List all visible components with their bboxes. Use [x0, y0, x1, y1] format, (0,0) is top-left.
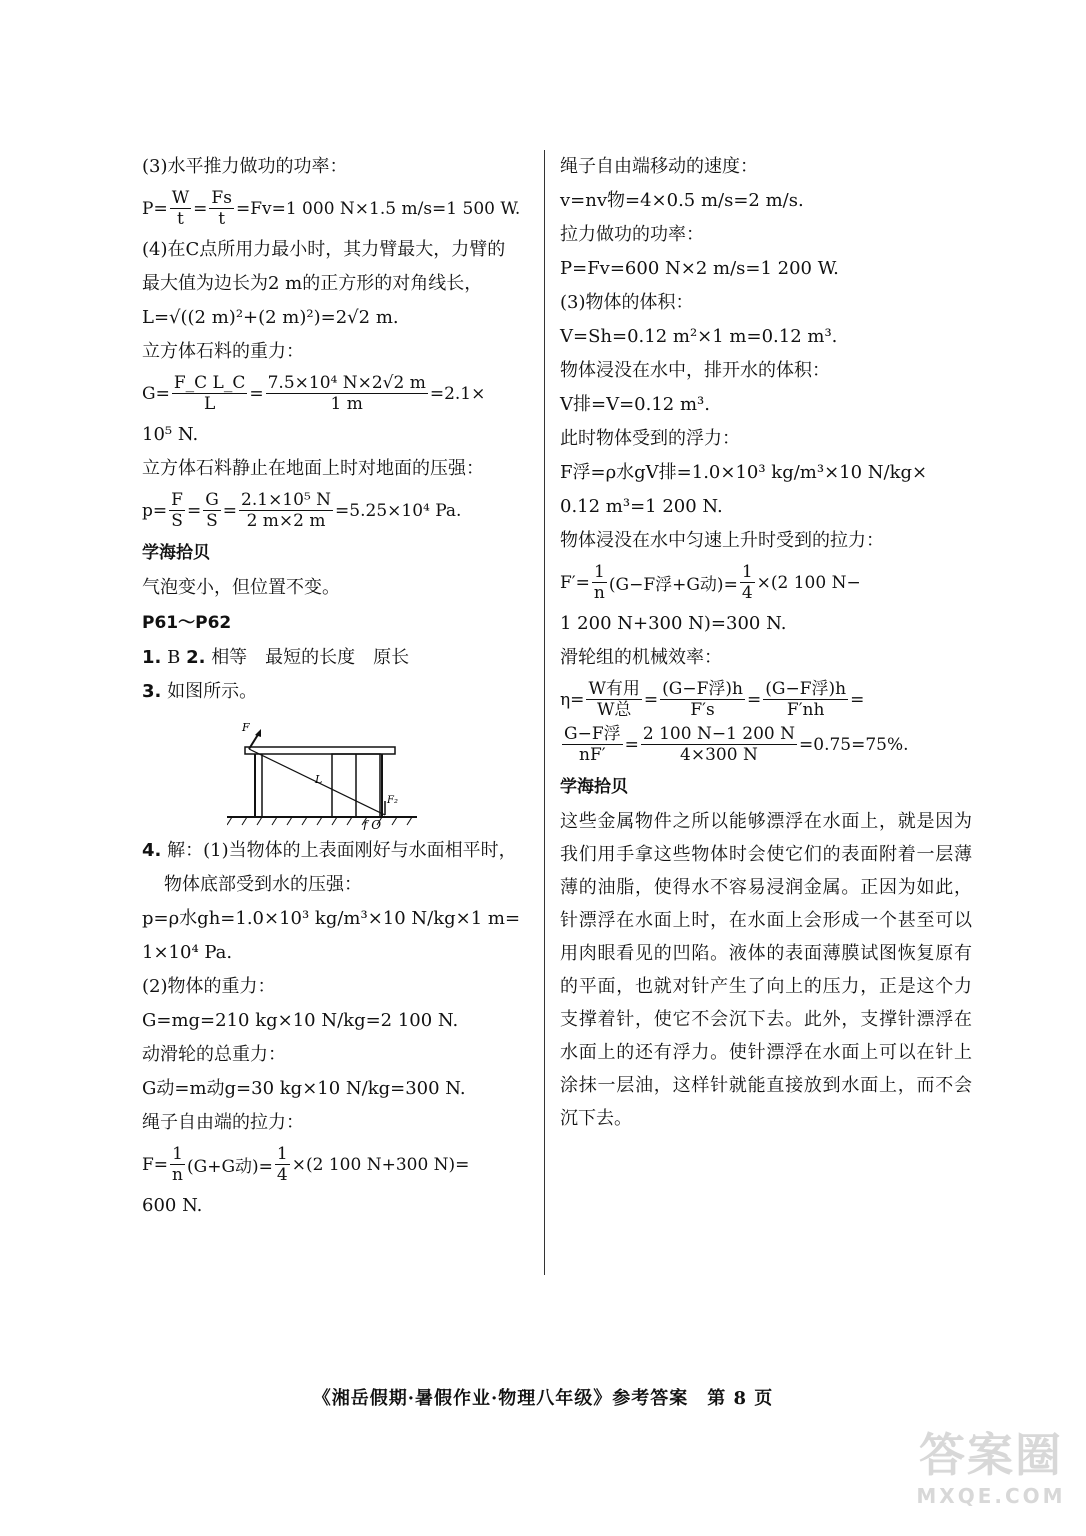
denominator: n — [593, 583, 605, 603]
numerator: 1 — [276, 1144, 288, 1164]
equation-lever-arm: L=√((2 m)²+(2 m)²)=2√2 m. — [142, 307, 399, 328]
denominator: L — [203, 394, 216, 414]
page-range-heading: P61～P62 — [142, 613, 232, 633]
equation-tension — [560, 562, 972, 603]
answer-text: 解：(1)当物体的上表面刚好与水面相平时， — [167, 840, 517, 861]
eq-part: = — [747, 689, 762, 710]
eq-part: p= — [142, 500, 168, 521]
denominator: S — [206, 511, 218, 531]
numerator: G−F浮 — [564, 724, 621, 744]
text-line: 1×10⁴ Pa. — [142, 942, 233, 963]
eq-part: =0.75=75%. — [799, 734, 909, 755]
question-number: 4. — [142, 840, 162, 861]
numerator: 1 — [172, 1144, 183, 1164]
watermark-logo — [916, 1426, 1066, 1526]
text-line: P=Fv=600 N×2 m/s=1 200 W. — [560, 258, 839, 279]
eq-part: =2.1× — [429, 383, 486, 404]
fraction — [203, 490, 221, 531]
eq-part: (G+G动)= — [187, 1157, 273, 1177]
column-divider — [544, 150, 545, 1275]
numerator: F_C L_C — [173, 373, 246, 393]
text-line: (4)在C点所用力最小时，其力臂最大，力臂的 — [142, 239, 506, 260]
text-line: F浮=ρ水gV排=1.0×10³ kg/m³×10 N/kg× — [560, 462, 928, 483]
watermark-text: 答案圈 — [919, 1428, 1063, 1482]
equation-efficiency-result — [560, 724, 972, 765]
eq-part: = — [222, 500, 238, 521]
answer-text: 如图所示。 — [167, 681, 258, 702]
denominator: t — [177, 209, 184, 229]
denominator: t — [218, 209, 226, 229]
text-line: 10⁵ N. — [142, 424, 199, 445]
text-line: 绳子自由端的拉力： — [142, 1112, 304, 1133]
watermark-url: MXQE.COM — [916, 1484, 1066, 1508]
text-line: 1 200 N+300 N)=300 N. — [560, 613, 787, 634]
text-line: (2)物体的重力： — [142, 976, 276, 997]
lever-arm-label: L — [315, 773, 323, 786]
fraction — [660, 679, 745, 720]
paragraph: 这些金属物件之所以能够漂浮在水面上，就是因为我们用手拿这些物体时会使它们的表面附着一层薄薄的油脂，使得水不容易浸润金属。正因为如此，针漂浮在水面上时，在水面上会形成一个甚至可以用肉眼看见的凹陷。液体的表面薄膜试图恢复原有的平面，也就对针产生了向上的压力，正是这个力支撑着针，使它不会沉下去。此外，支撑针漂浮在水面上的还有浮力。使针漂浮在水面上可以在针上涂抹一层油，这样针就能直接放到水面上，而不会沉下去。 — [560, 811, 972, 1129]
fraction — [740, 562, 755, 603]
eq-part: = — [186, 500, 202, 521]
eq-part: = — [193, 198, 208, 219]
denominator: S — [171, 511, 183, 531]
denominator: 4 — [741, 583, 753, 603]
text-line: 绳子自由端移动的速度： — [560, 156, 758, 177]
eq-part: F′= — [560, 572, 590, 593]
eq-part: ×(2 100 N+300 N)= — [291, 1154, 470, 1175]
text-line: 立方体石料静止在地面上时对地面的压强： — [142, 458, 484, 479]
eq-part: P= — [142, 198, 168, 219]
text-line: 600 N. — [142, 1195, 203, 1216]
question-number: 1. — [142, 647, 162, 668]
denominator: n — [172, 1165, 183, 1185]
fraction — [170, 188, 191, 229]
eq-part: =Fv=1 000 N×1.5 m/s=1 500 W. — [235, 198, 521, 219]
numerator: 1 — [741, 562, 753, 582]
eq-part: F= — [142, 1154, 169, 1175]
numerator: Fs — [211, 188, 232, 208]
denominator: W总 — [596, 700, 632, 720]
question-number: 3. — [142, 681, 162, 702]
text-line: (3)水平推力做功的功率： — [142, 156, 348, 177]
fraction — [169, 490, 185, 531]
text-line: 物体底部受到水的压强： — [164, 874, 362, 895]
fraction — [209, 188, 234, 229]
equation-pressure — [142, 490, 532, 531]
numerator: W — [171, 188, 190, 208]
equation-power — [142, 188, 532, 229]
text-line: v=nv物=4×0.5 m/s=2 m/s. — [560, 190, 804, 211]
answer-text: B — [167, 647, 181, 668]
numerator: 2.1×10⁵ N — [241, 490, 332, 510]
denominator: 1 m — [330, 394, 363, 414]
eq-part: = — [643, 689, 659, 710]
fraction — [592, 562, 607, 603]
eq-part: (G−F浮+G动)= — [608, 575, 738, 595]
text-line: G动=m动g=30 kg×10 N/kg=300 N. — [142, 1078, 466, 1099]
eq-part: ×(2 100 N− — [756, 572, 861, 593]
fraction — [586, 679, 641, 720]
lever-diagram — [227, 715, 427, 830]
answer-line — [142, 641, 532, 675]
fraction — [239, 490, 333, 531]
text-line: G=mg=210 kg×10 N/kg=2 100 N. — [142, 1010, 459, 1031]
text-line: 物体浸没在水中匀速上升时受到的拉力： — [560, 530, 884, 551]
numerator: 7.5×10⁴ N×2√2 m — [267, 373, 426, 393]
eq-part: = — [249, 383, 264, 404]
fraction — [562, 724, 623, 765]
fraction — [172, 373, 248, 414]
text-line: 最大值为边长为2 m的正方形的对角线长， — [142, 273, 483, 294]
numerator: F — [171, 490, 183, 510]
fraction — [763, 679, 848, 720]
answer-line — [142, 675, 532, 709]
denominator: 4 — [276, 1165, 288, 1185]
text-line: p=ρ水gh=1.0×10³ kg/m³×10 N/kg×1 m= — [142, 908, 521, 929]
equation-pull-force — [142, 1144, 532, 1185]
eq-part: = — [624, 734, 639, 755]
text-line: V=Sh=0.12 m²×1 m=0.12 m³. — [560, 326, 838, 347]
text-line: 立方体石料的重力： — [142, 341, 304, 362]
numerator: W有用 — [588, 679, 640, 699]
right-column — [560, 150, 972, 1135]
denominator: 4×300 N — [680, 745, 758, 765]
equation-gravity — [142, 373, 532, 414]
eq-part: η= — [560, 689, 585, 710]
fraction — [170, 1144, 185, 1185]
page-footer: 《湘岳假期·暑假作业·物理八年级》参考答案 第 8 页 — [312, 1388, 774, 1409]
eq-part: = — [850, 689, 865, 710]
denominator: F′s — [690, 700, 715, 720]
fulcrum-label: f O — [363, 818, 382, 830]
force-label: F — [242, 721, 250, 734]
numerator: 1 — [593, 562, 605, 582]
text-line: 气泡变小，但位置不变。 — [142, 577, 340, 598]
force2-label: F₂ — [387, 795, 398, 806]
question-number: 2. — [186, 647, 206, 668]
text-line: 0.12 m³=1 200 N. — [560, 496, 723, 517]
section-heading: 学海拾贝 — [560, 777, 628, 797]
fraction — [275, 1144, 290, 1185]
numerator: 2 100 N−1 200 N — [642, 724, 796, 744]
denominator: F′nh — [786, 700, 825, 720]
numerator: G — [205, 490, 219, 510]
answer-line — [142, 834, 532, 868]
text-line: 动滑轮的总重力： — [142, 1044, 286, 1065]
text-line: 拉力做功的功率： — [560, 224, 704, 245]
left-column — [142, 150, 532, 1223]
text-line: 滑轮组的机械效率： — [560, 647, 722, 668]
answer-text: 相等 最短的长度 原长 — [211, 647, 410, 668]
text-line: 此时物体受到的浮力： — [560, 428, 740, 449]
text-line: (3)物体的体积： — [560, 292, 694, 313]
denominator: nF′ — [579, 745, 606, 765]
fraction — [641, 724, 797, 765]
numerator: (G−F浮)h — [765, 679, 847, 699]
eq-part: =5.25×10⁴ Pa. — [335, 500, 462, 521]
denominator: 2 m×2 m — [246, 511, 326, 531]
numerator: (G−F浮)h — [662, 679, 744, 699]
text-line: V排=V=0.12 m³. — [560, 394, 710, 415]
eq-part: G= — [142, 383, 170, 404]
section-heading: 学海拾贝 — [142, 543, 210, 563]
text-line: 物体浸没在水中，排开水的体积： — [560, 360, 830, 381]
fraction — [266, 373, 428, 414]
equation-efficiency — [560, 679, 972, 720]
